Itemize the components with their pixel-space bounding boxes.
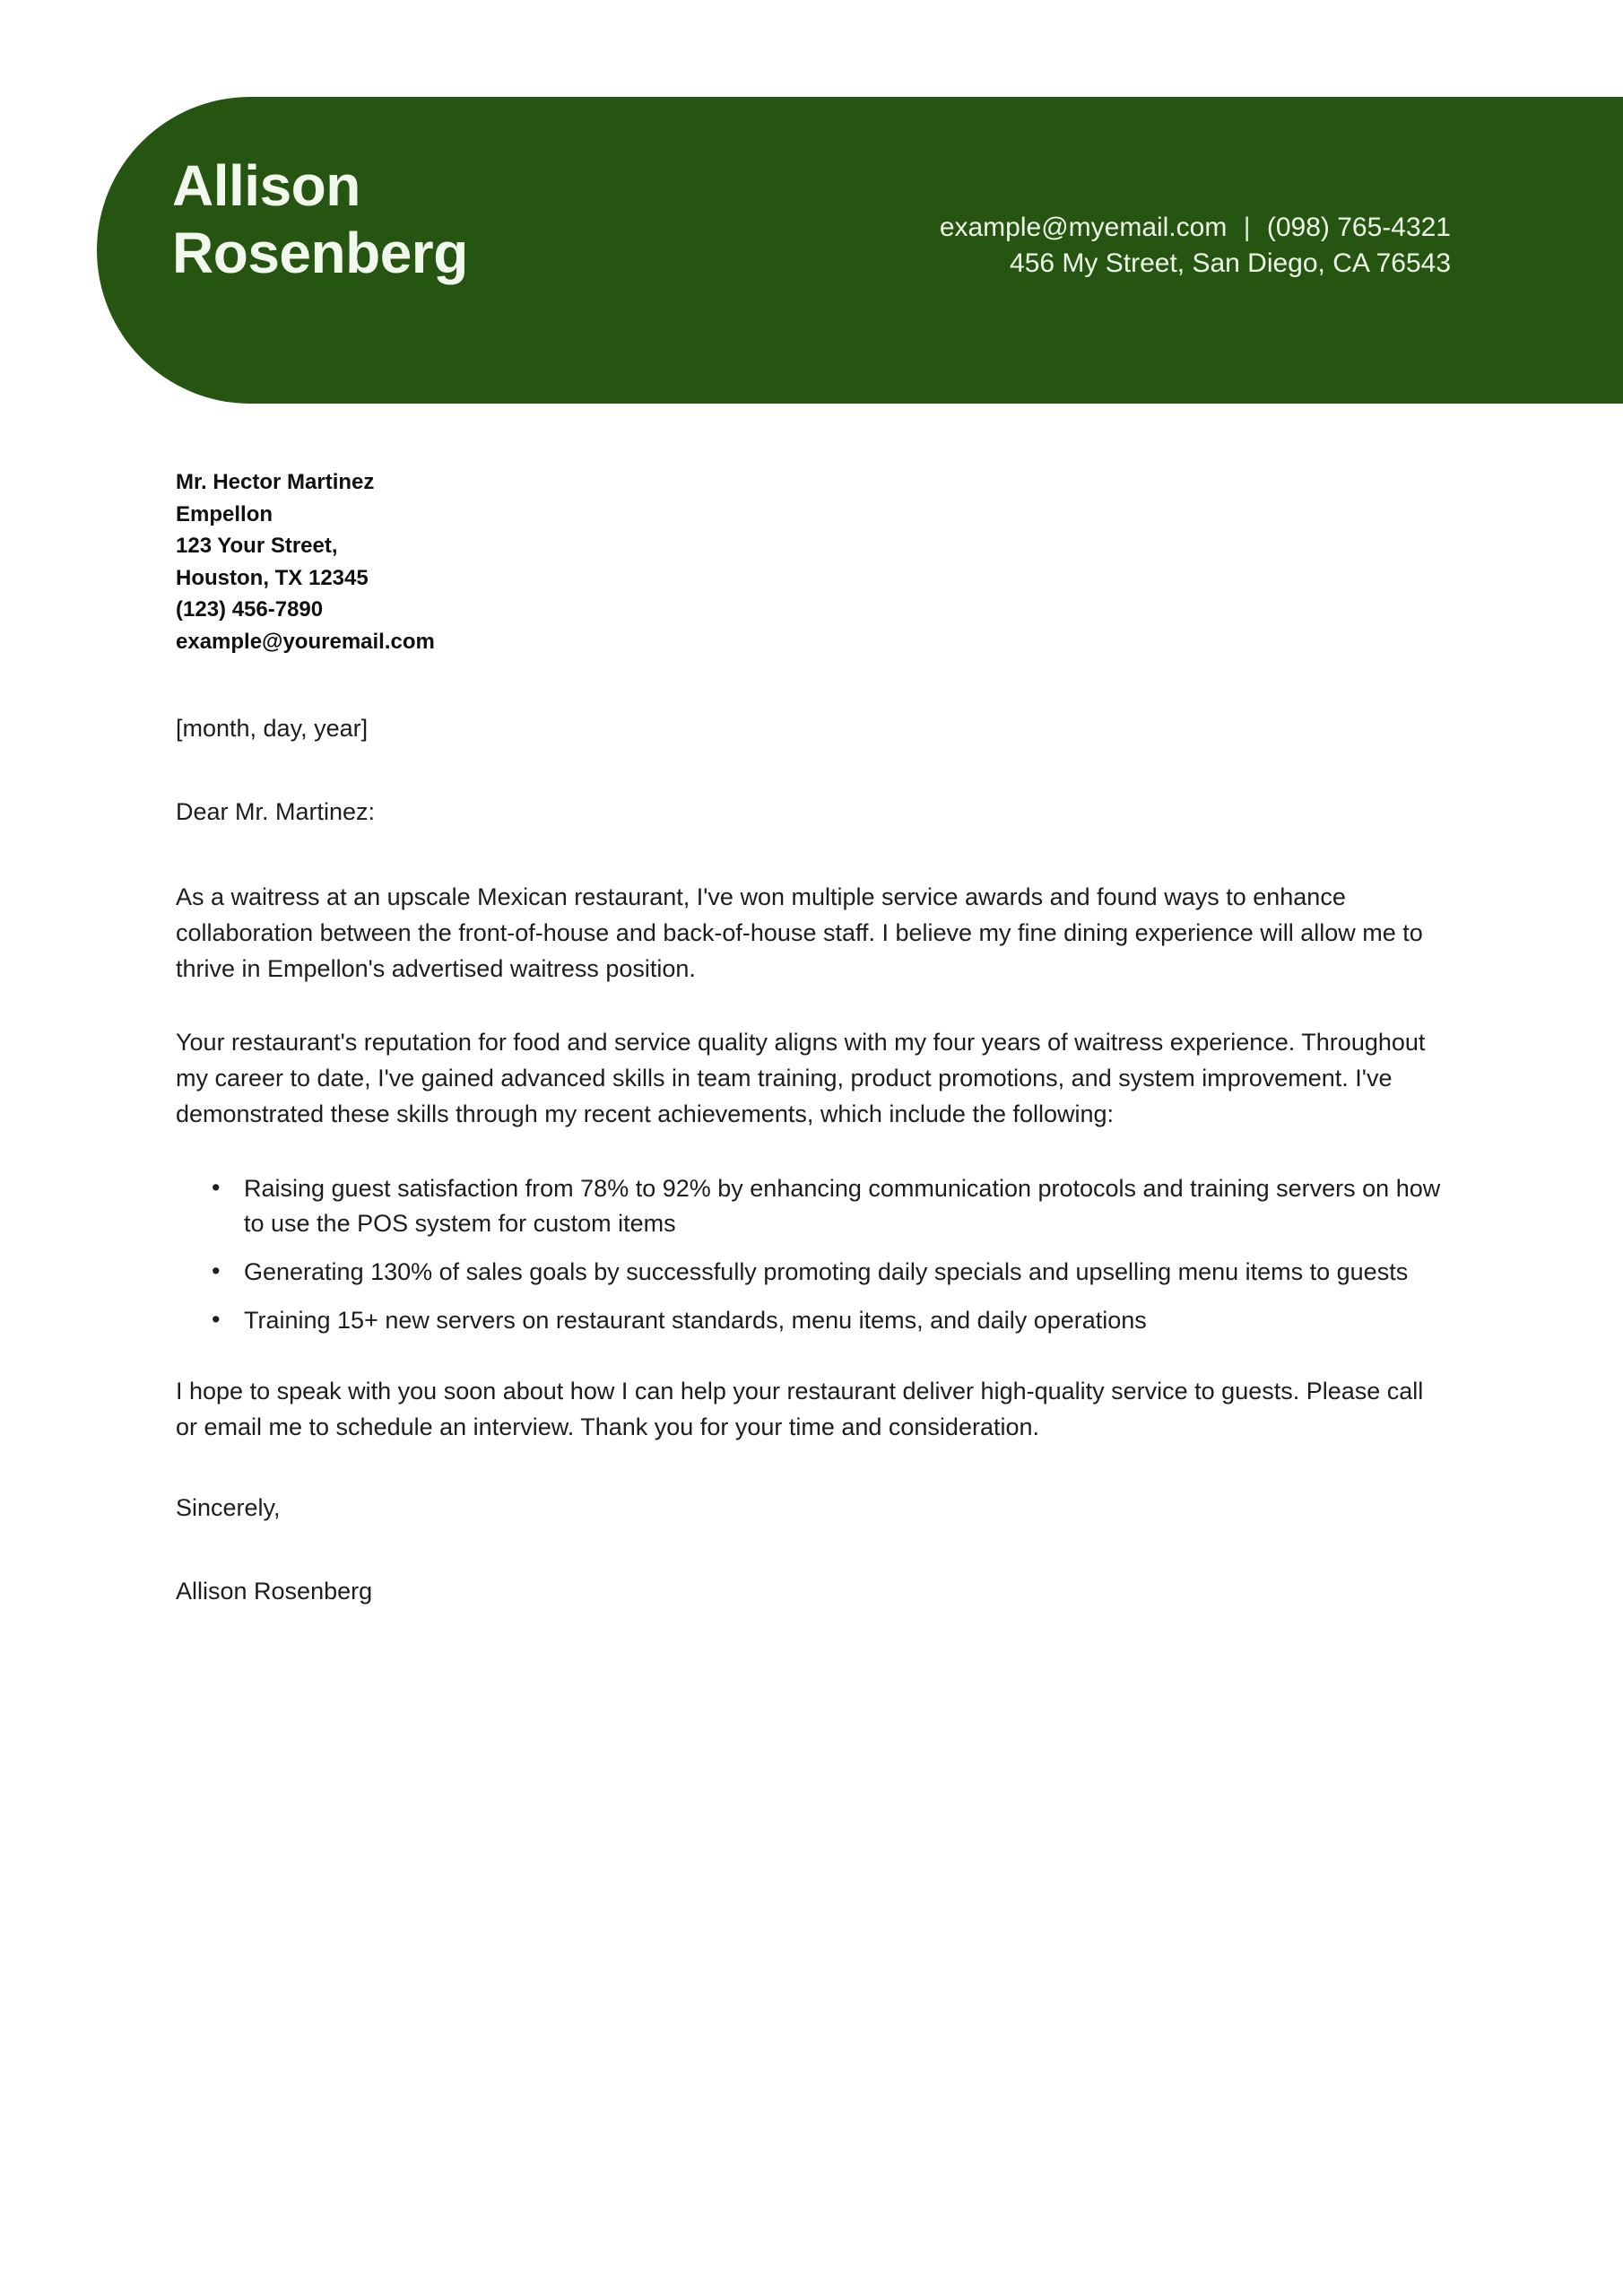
recipient-email: example@youremail.com [176, 629, 435, 654]
letter-paragraph-2: Your restaurant's reputation for food and service quality aligns with my four years of waitress experience. Throughout my career to date, I've gained advanced skills in team training, product promotions, and system improvement. I've demonstrated these skills through my recent achievements, which include the following: [176, 1029, 1426, 1127]
contact-separator: | [1243, 213, 1251, 242]
list-item: • Training 15+ new servers on restaurant standards, menu items, and daily operations [210, 1303, 1449, 1339]
letter-salutation: Dear Mr. Martinez: [176, 798, 376, 826]
contact-address: 456 My Street, San Diego, CA 76543 [1010, 248, 1451, 278]
letter-signoff: Sincerely, [176, 1493, 281, 1521]
recipient-name: Mr. Hector Martinez [176, 470, 375, 494]
list-item: • Generating 130% of sales goals by successfully promoting daily specials and upselling menu items to guests [210, 1255, 1449, 1291]
applicant-first-name: Allison [172, 153, 360, 218]
letter-body [176, 466, 1449, 1609]
recipient-street: 123 Your Street, [176, 534, 338, 559]
recipient-block [176, 466, 1449, 657]
list-item: • Raising guest satisfaction from 78% to 92% by enhancing communication protocols and training servers on how to use the POS system for custom items [210, 1171, 1449, 1242]
letter-paragraph-closing: I hope to speak with you soon about how I can help your restaurant deliver high-quality service to guests. Please call or email me to schedule an interview. Thank you for your time and consideration. [176, 1378, 1424, 1440]
recipient-city-state-zip: Houston, TX 12345 [176, 565, 369, 590]
contact-row-primary [940, 210, 1451, 246]
letter-date: [month, day, year] [176, 715, 369, 743]
letter-signature-name: Allison Rosenberg [176, 1577, 373, 1605]
contact-email[interactable]: example@myemail.com [939, 213, 1228, 242]
letter-paragraph-1: As a waitress at an upscale Mexican restaurant, I've won multiple service awards and found ways to enhance collaboration between the front-of-house and back-of-house staff. I believe my fine dining experience will allow me to thrive in Empellon's advertised waitress position. [176, 883, 1423, 982]
header-banner [97, 97, 1623, 404]
achievements-list [176, 1171, 1449, 1339]
recipient-phone: (123) 456-7890 [176, 597, 324, 622]
applicant-last-name: Rosenberg [172, 220, 468, 285]
recipient-company: Empellon [176, 501, 273, 526]
applicant-name [172, 152, 800, 287]
header-contact-info [940, 210, 1451, 282]
header-inner [97, 97, 1623, 404]
contact-phone[interactable]: (098) 765-4321 [1266, 213, 1451, 242]
